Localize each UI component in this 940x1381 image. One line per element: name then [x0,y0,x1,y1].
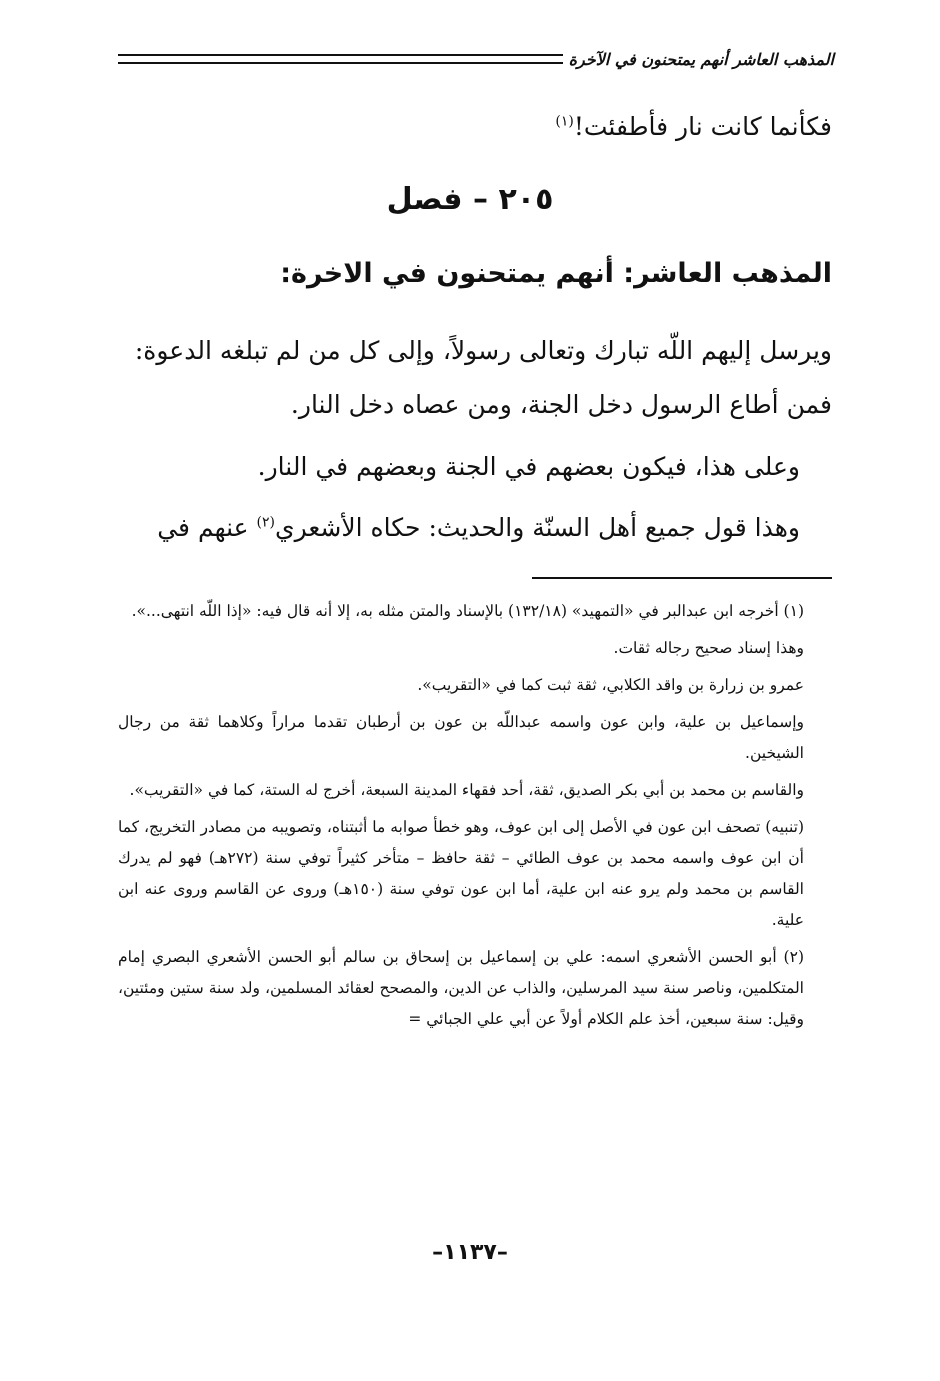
header-double-rule [118,54,563,64]
body-line-3: وعلى هذا، فيكون بعضهم في الجنة وبعضهم في النار. [257,452,800,481]
footnote-2: (٢) أبو الحسن الأشعري اسمه: علي بن إسماعيل بن إسحاق بن سالم أبو الحسن الأشعري البصري إمام المتكلمين، وناصر سنة سيد المرسلين، والذاب عن الدين، والمصحح لعقائد المسلمين، ولد سنة ستين ومئتين، وقيل: سنة سبعين، أخذ علم الكلام أولاً عن أبي علي الجبائي = [118,948,804,1028]
body-line-4-end: عنهم في [157,513,257,542]
opening-text: فكأنما كانت نار فأطفئت! [573,112,832,141]
footnote-1-para-5: والقاسم بن محمد بن أبي بكر الصديق، ثقة، أحد فقهاء المدينة السبعة، أخرج له الستة، كما في «التقريب». [129,781,804,799]
body-line-2: فمن أطاع الرسول دخل الجنة، ومن عصاه دخل النار. [290,390,832,419]
body-line-4 [157,513,800,542]
page-number: –١١٣٧– [432,1240,508,1265]
footnote-1-para-2: وهذا إسناد صحيح رجاله ثقات. [613,639,804,657]
opening-line [555,112,832,141]
footnote-1-para-3: عمرو بن زرارة بن واقد الكلابي، ثقة ثبت كما في «التقريب». [417,676,804,694]
footnote-ref-2: (٢) [256,514,275,531]
footnotes [118,596,832,1041]
footnote-divider [532,577,832,579]
chapter-heading: المذهب العاشر: أنهم يمتحنون في الاخرة: [280,258,832,289]
footnote-ref-1: (١) [555,113,574,130]
running-header [118,44,834,74]
body-line-1: ويرسل إليهم اللّه تبارك وتعالى رسولاً، وإلى كل من لم تبلغه الدعوة: [134,336,832,365]
body-line-4-text: وهذا قول جميع أهل السنّة والحديث: حكاه الأشعري [275,513,800,542]
footnote-1-para-4: وإسماعيل بن علية، وابن عون واسمه عبداللّه بن عون بن أرطبان تقدما مراراً وكلاهما ثقة من رجال الشيخين. [118,713,804,762]
footnote-1: (١) أخرجه ابن عبدالبر في «التمهيد» (١٣٢/١٨) بالإسناد والمتن مثله به، إلا أنه قال فيه: «إذا اللّه انتهى...». [131,602,804,620]
section-title: ٢٠٥ – فصل [386,182,554,217]
running-header-title: المذهب العاشر أنهم يمتحنون في الآخرة [568,49,834,69]
footnote-1-note: (تنبيه) تصحف ابن عون في الأصل إلى ابن عوف، وهو خطأ صوابه ما أثبتناه، وتصويبه من مصادر التخريج، كما أن ابن عوف واسمه محمد بن عوف الطائي – ثقة حافظ – متأخر كثيراً توفي سنة (٢٧٢هـ) فهو لم يدرك القاسم بن محمد ولم يرو عنه ابن علية، أما ابن عون توفي سنة (١٥٠هـ) وروى عن القاسم وروى عنه ابن علية. [118,818,804,929]
